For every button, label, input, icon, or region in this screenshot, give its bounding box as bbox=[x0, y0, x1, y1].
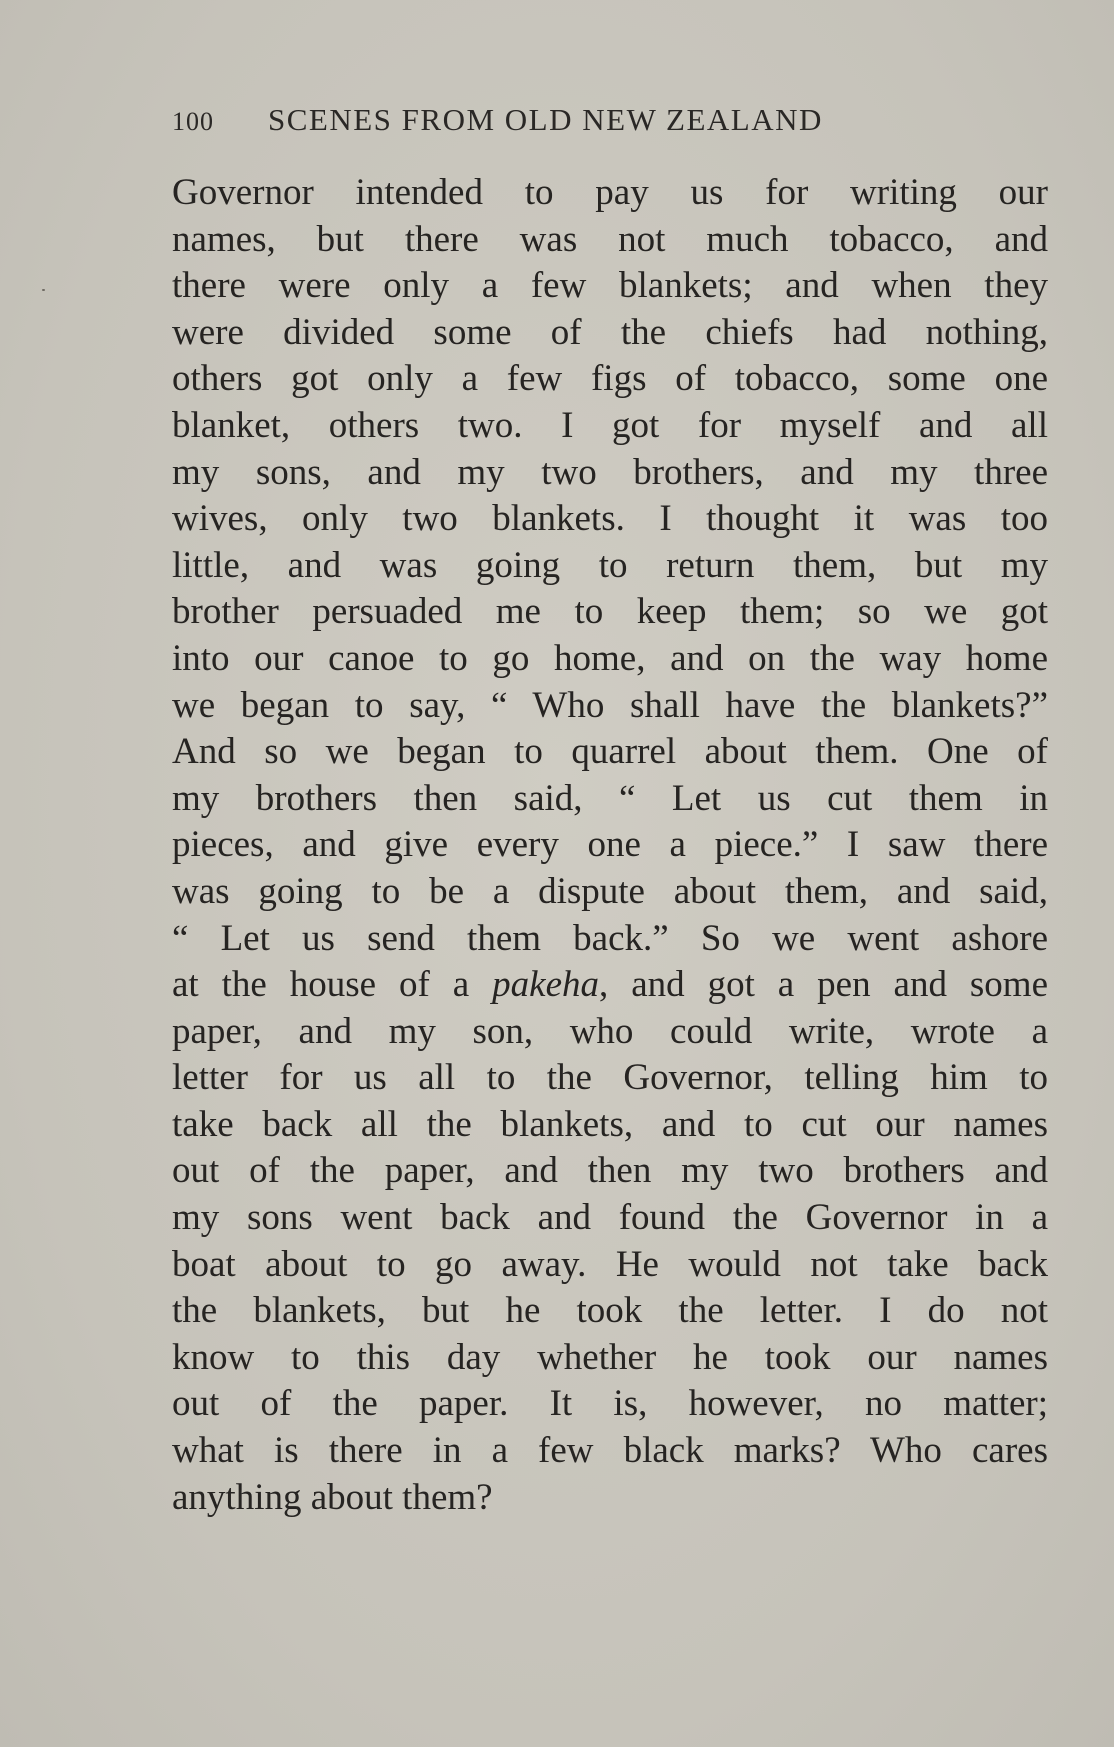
page-number: 100 bbox=[172, 107, 214, 136]
text-line: pieces, and give every one a piece.” I saw there bbox=[172, 824, 1048, 866]
text-line: into our canoe to go home, and on the way home bbox=[172, 637, 1048, 679]
text-line: out of the paper, and then my two brothers and bbox=[172, 1150, 1048, 1192]
paper-speck bbox=[42, 289, 45, 291]
text-line: And so we began to quarrel about them. One of bbox=[172, 731, 1048, 773]
text-line: brother persuaded me to keep them; so we got bbox=[172, 591, 1048, 633]
text-line: wives, only two blankets. I thought it was too bbox=[172, 498, 1048, 540]
text-line: my sons, and my two brothers, and my three bbox=[172, 451, 1048, 493]
body-text bbox=[172, 170, 1048, 1521]
text-line: blanket, others two. I got for myself and all bbox=[172, 404, 1048, 446]
text-line-before: at the house of a bbox=[172, 964, 493, 1006]
text-line: out of the paper. It is, however, no matter; bbox=[172, 1383, 1048, 1425]
text-line: little, and was going to return them, but my bbox=[172, 544, 1048, 586]
text-line: was going to be a dispute about them, and said, bbox=[172, 870, 1048, 912]
text-line: Governor intended to pay us for writing our bbox=[172, 172, 1048, 213]
text-line: paper, and my son, who could write, wrote a bbox=[172, 1010, 1048, 1052]
text-line: know to this day whether he took our names bbox=[172, 1336, 1048, 1378]
text-line: my brothers then said, “ Let us cut them in bbox=[172, 777, 1048, 819]
text-line: what is there in a few black marks? Who cares bbox=[172, 1430, 1048, 1472]
italic-word: pakeha bbox=[492, 964, 600, 1006]
text-line: others got only a few figs of tobacco, some one bbox=[172, 358, 1048, 400]
text-line: the blankets, but he took the letter. I do not bbox=[172, 1290, 1048, 1332]
text-line: names, but there was not much tobacco, and bbox=[172, 218, 1048, 260]
text-line: we began to say, “ Who shall have the blankets?” bbox=[172, 684, 1048, 726]
text-line bbox=[172, 962, 1048, 1009]
text-line-after: , and got a pen and some bbox=[599, 964, 1048, 1006]
text-line: letter for us all to the Governor, telling him to bbox=[172, 1057, 1048, 1099]
text-line: anything about them? bbox=[172, 1476, 493, 1518]
text-line: were divided some of the chiefs had nothing, bbox=[172, 311, 1048, 353]
running-head bbox=[172, 100, 942, 140]
running-title: SCENES FROM OLD NEW ZEALAND bbox=[268, 102, 823, 137]
text-line: my sons went back and found the Governor in a bbox=[172, 1197, 1048, 1239]
text-line: there were only a few blankets; and when they bbox=[172, 265, 1048, 307]
text-line: “ Let us send them back.” So we went ashore bbox=[172, 917, 1048, 959]
text-line: boat about to go away. He would not take back bbox=[172, 1243, 1048, 1285]
text-line: take back all the blankets, and to cut our names bbox=[172, 1103, 1048, 1145]
